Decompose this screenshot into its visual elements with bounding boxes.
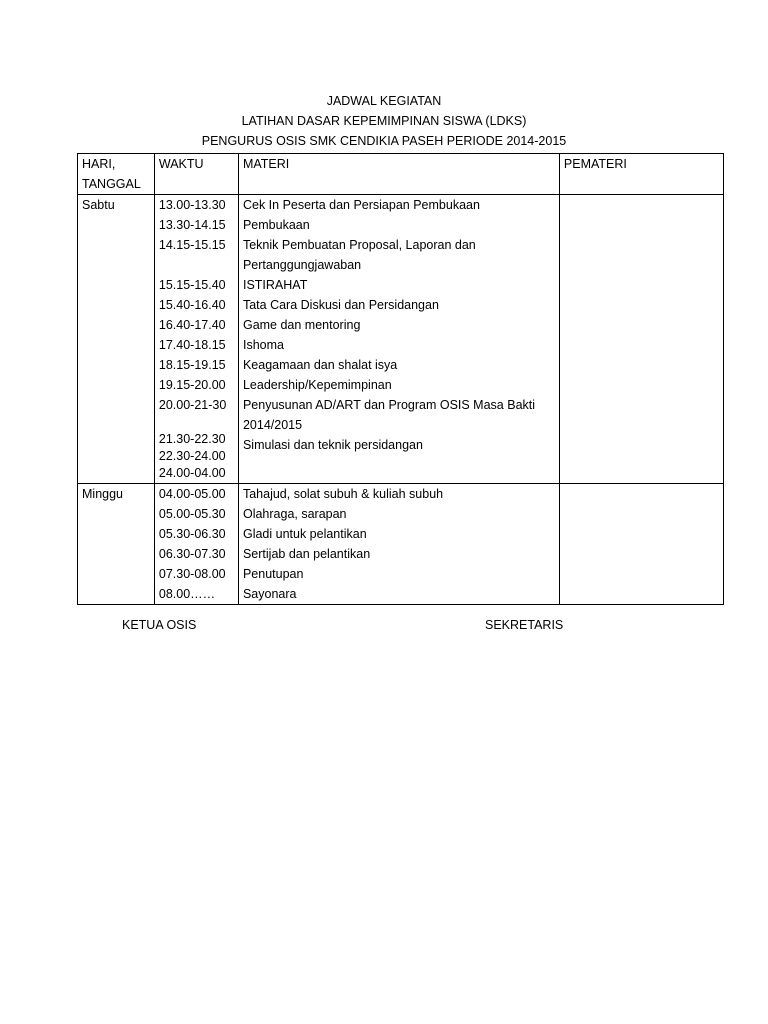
time-cell: 13.30-14.15	[158, 218, 226, 232]
header-hari	[78, 154, 155, 195]
row-sabtu	[78, 195, 724, 484]
materi-cell: Penutupan	[242, 567, 304, 581]
schedule-table	[77, 153, 724, 605]
header-waktu	[154, 154, 238, 195]
materi-cell: Sertijab dan pelantikan	[242, 547, 371, 561]
time-cell: 14.15-15.15	[158, 238, 226, 252]
header-hari-line1: HARI,	[82, 157, 116, 171]
time-cell: 20.00-21-30	[158, 398, 227, 412]
time-cell: 08.00……	[158, 587, 216, 601]
time-cell: 04.00-05.00	[158, 487, 226, 501]
header-waktu-label: WAKTU	[158, 157, 204, 171]
materi-cell: Gladi untuk pelantikan	[242, 527, 367, 541]
sabtu-materi	[238, 195, 559, 484]
title-line-2: LATIHAN DASAR KEPEMIMPINAN SISWA (LDKS)	[241, 114, 527, 128]
materi-cell: Pertanggungjawaban	[242, 258, 362, 272]
time-cell: 06.30-07.30	[158, 547, 226, 561]
header-pemateri	[559, 154, 723, 195]
materi-cell: Sayonara	[242, 587, 297, 601]
materi-cell: Simulasi dan teknik persidangan	[242, 438, 423, 452]
time-cell: 17.40-18.15	[158, 338, 226, 352]
time-cell	[159, 255, 234, 275]
materi-cell: Teknik Pembuatan Proposal, Laporan dan	[242, 238, 476, 252]
header-pemateri-label: PEMATERI	[563, 157, 627, 171]
time-cell: 21.30-22.30	[158, 432, 226, 446]
sabtu-times	[154, 195, 238, 484]
materi-cell: Leadership/Kepemimpinan	[242, 378, 392, 392]
time-cell: 05.00-05.30	[158, 507, 226, 521]
header-hari-line2: TANGGAL	[82, 177, 141, 191]
time-cell: 19.15-20.00	[158, 378, 226, 392]
materi-cell: Ishoma	[242, 338, 284, 352]
time-cell: 22.30-24.00	[158, 449, 226, 463]
day-minggu: Minggu	[78, 484, 155, 605]
minggu-pemateri	[559, 484, 723, 605]
day-sabtu: Sabtu	[78, 195, 155, 484]
header-materi	[238, 154, 559, 195]
minggu-materi	[238, 484, 559, 605]
materi-cell: Tata Cara Diskusi dan Persidangan	[242, 298, 439, 312]
signature-sekretaris: SEKRETARIS	[485, 618, 564, 632]
materi-cell: Olahraga, sarapan	[242, 507, 347, 521]
header-materi-label: MATERI	[242, 157, 290, 171]
sabtu-pemateri	[559, 195, 723, 484]
time-cell: 07.30-08.00	[158, 567, 226, 581]
time-cell: 16.40-17.40	[158, 318, 226, 332]
materi-cell: Game dan mentoring	[242, 318, 361, 332]
row-minggu	[78, 484, 724, 605]
materi-cell: Keagamaan dan shalat isya	[242, 358, 398, 372]
materi-cell: Pembukaan	[242, 218, 310, 232]
time-cell: 13.00-13.30	[158, 198, 226, 212]
materi-cell: Penyusunan AD/ART dan Program OSIS Masa Bakti	[242, 398, 536, 412]
materi-cell: Cek In Peserta dan Persiapan Pembukaan	[242, 198, 480, 212]
title-line-3: PENGURUS OSIS SMK CENDIKIA PASEH PERIODE 2014-2015	[201, 134, 567, 148]
time-cell: 18.15-19.15	[158, 358, 226, 372]
materi-cell: Tahajud, solat subuh & kuliah subuh	[242, 487, 444, 501]
minggu-times	[154, 484, 238, 605]
header-row	[78, 154, 724, 195]
materi-cell: ISTIRAHAT	[242, 278, 308, 292]
time-cell: 15.40-16.40	[158, 298, 226, 312]
time-cell: 15.15-15.40	[158, 278, 226, 292]
materi-cell: 2014/2015	[242, 418, 303, 432]
time-cell: 24.00-04.00	[158, 466, 226, 480]
time-cell: 05.30-06.30	[158, 527, 226, 541]
title-line-1: JADWAL KEGIATAN	[326, 94, 442, 108]
signature-ketua: KETUA OSIS	[122, 618, 197, 632]
